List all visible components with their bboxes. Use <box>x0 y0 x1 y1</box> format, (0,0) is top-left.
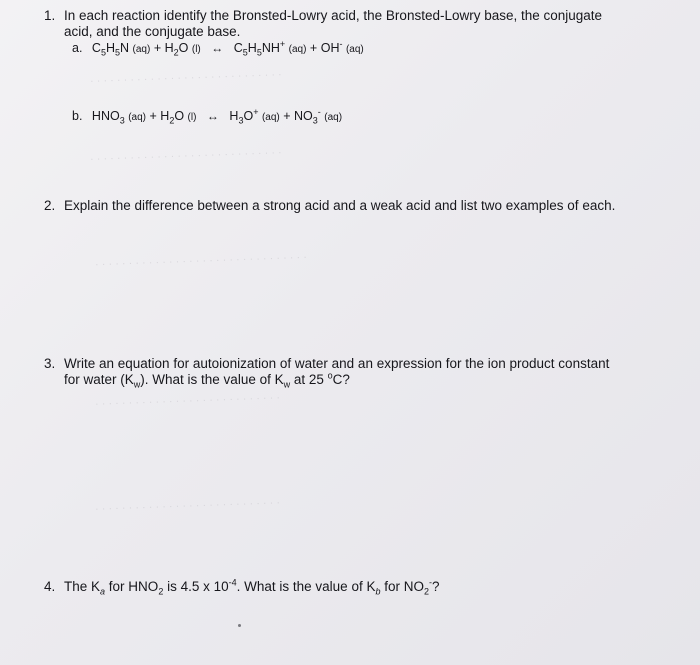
question-number: 1. <box>44 8 56 23</box>
pencil-mark <box>238 624 241 627</box>
bleed-through: · · · · · · · · · · · · · · · · · · · · · · · · · · · · · <box>89 68 282 88</box>
question-2 <box>44 198 615 214</box>
question-number: 3. <box>44 356 56 371</box>
bleed-through: · · · · · · · · · · · · · · · · · · · · · · · · · · · · <box>94 496 281 516</box>
question-text: Explain the difference between a strong acid and a weak acid and list two examples of each. <box>64 198 616 213</box>
question-1b <box>72 106 343 126</box>
bleed-through: · · · · · · · · · · · · · · · · · · · · · · · · · · · · · · · · <box>94 251 308 271</box>
question-4: 4. The $K_a$ for $HNO_2$ is 4.5 x $10^{-4}$. What is the value of $K_b$ for $NO_2^-$? <box>44 577 440 597</box>
question-1-line-2 <box>64 24 240 40</box>
bleed-through: · · · · · · · · · · · · · · · · · · · · · · · · · · · · <box>94 391 281 411</box>
question-1-line-1 <box>44 8 602 24</box>
equation-1a: $C_5H_5N$ $(aq) + H_2O$ (l) ↔ $C_5H_5NH^+$ (aq) + OH- (aq) <box>91 38 364 58</box>
equation-1b: $HNO_3$ $(aq) + H_2O$ (l) ↔ $H_3O^+$ $(aq) + NO_3^-$ (aq) <box>91 106 343 126</box>
bleed-through: · · · · · · · · · · · · · · · · · · · · · · · · · · · · · <box>89 146 282 166</box>
question-3-line-2: for water $(K_w)$. What is the value of $K_w$ at 25 $^o$C? <box>64 370 350 390</box>
sub-label: a. <box>72 41 83 55</box>
equilibrium-arrow-icon: ↔ <box>211 41 224 55</box>
sub-label: b. <box>72 109 83 123</box>
question-number: 2. <box>44 198 56 213</box>
question-number: 4. <box>44 579 56 594</box>
question-text: In each reaction identify the Bronsted-Lowry acid, the Bronsted-Lowry base, the conjugate <box>64 8 603 23</box>
question-text: acid, and the conjugate base. <box>64 24 241 39</box>
question-text: Write an equation for autoionization of water and an expression for the ion product constant <box>64 356 610 371</box>
question-1a <box>72 38 364 58</box>
equilibrium-arrow-icon: ↔ <box>206 109 219 123</box>
